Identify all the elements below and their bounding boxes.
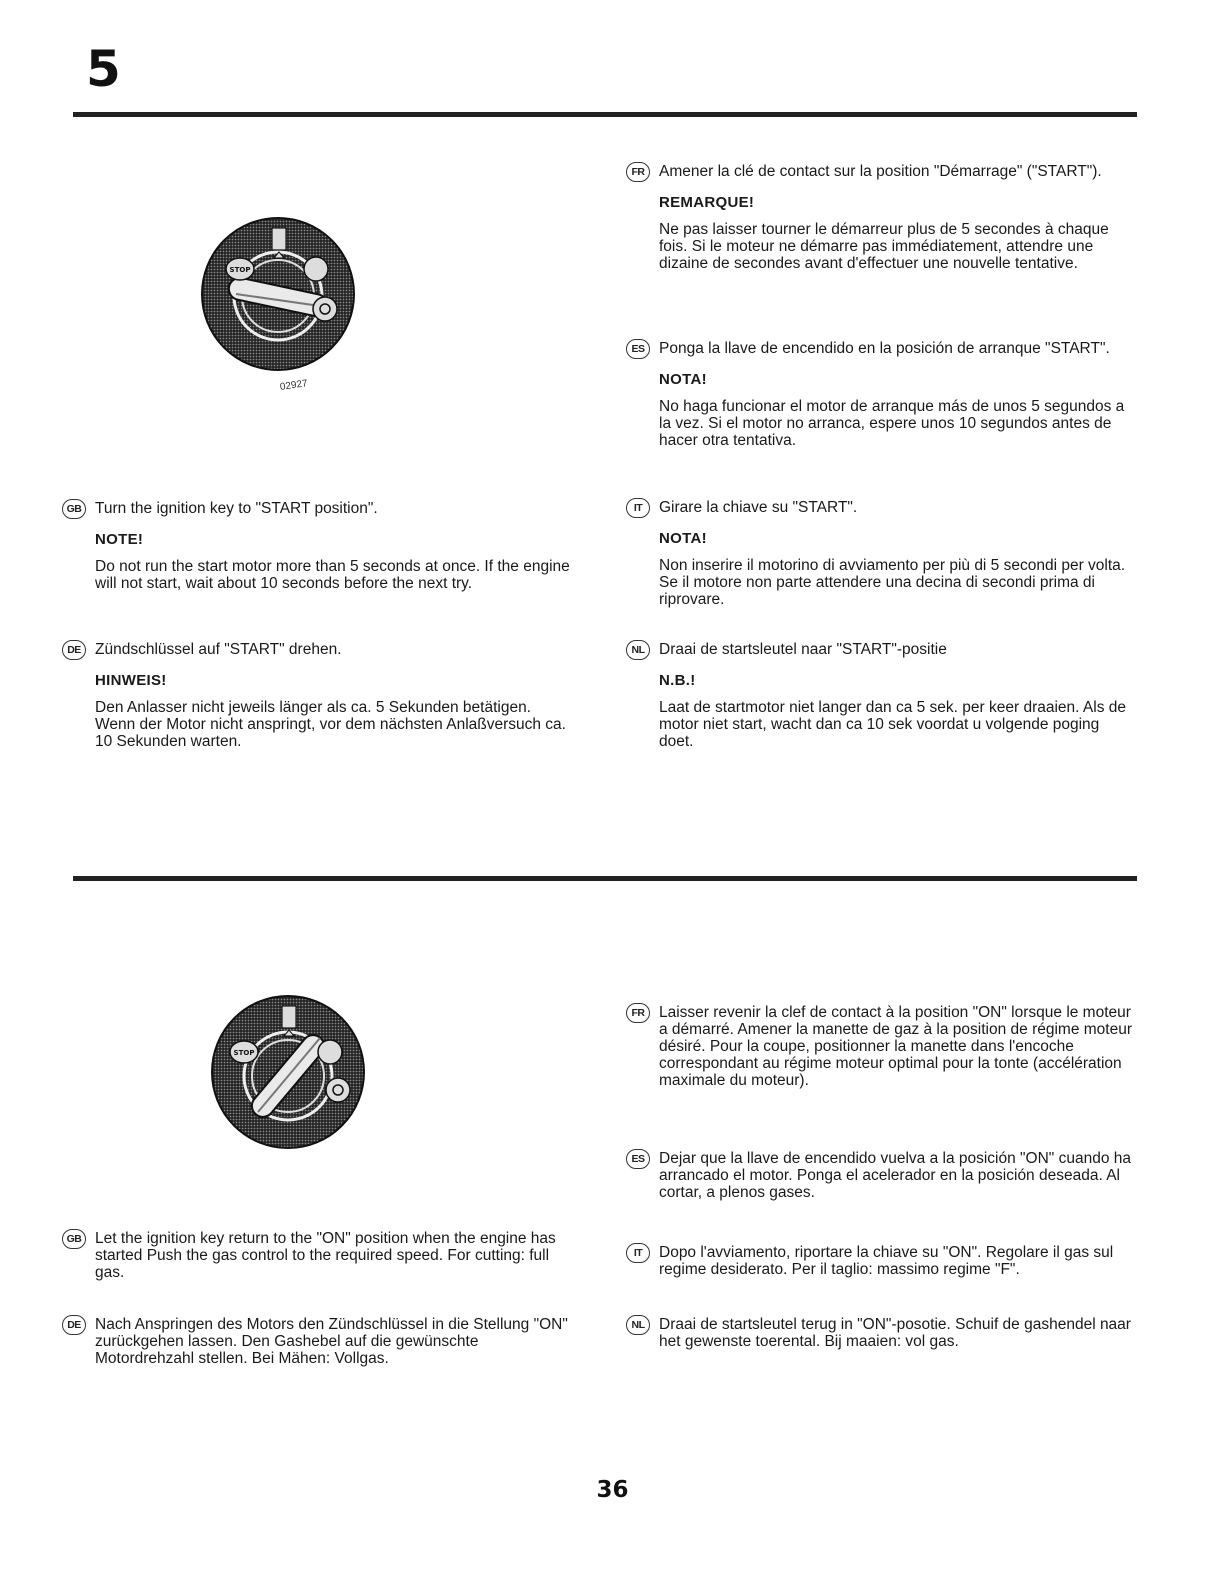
- instruction-nl-on: [626, 1316, 1138, 1350]
- instruction-nl-start: [626, 641, 1138, 750]
- figure-part-code: 02927: [279, 378, 309, 393]
- ignition-switch-start-illustration: [198, 214, 358, 374]
- instruction-gb-on: [62, 1230, 574, 1281]
- instruction-fr-on: [626, 1004, 1138, 1089]
- note-body: Ne pas laisser tourner le démarreur plus de 5 secondes à chaque fois. Si le moteur ne démarre pas immédiatement, attendre une dizaine de secondes avant d'effectuer une nouvelle tentative.: [659, 221, 1109, 272]
- note-body: Do not run the start motor more than 5 seconds at once. If the engine will not start, wait about 10 seconds before the next try.: [95, 558, 570, 592]
- ignition-switch-on-illustration: [208, 992, 368, 1152]
- language-badge-de: DE: [62, 640, 86, 660]
- instruction-text: Nach Anspringen des Motors den Zündschlüssel in die Stellung "ON" zurückgehen lassen. Den Gashebel auf die gewünschte Motordrehzahl stellen. Bei Mähen: Vollgas.: [95, 1316, 568, 1367]
- language-badge-it: IT: [626, 498, 650, 518]
- note-body: No haga funcionar el motor de arranque más de unos 5 segundos a la vez. Si el motor no arranca, espere unos 10 segundos antes de hacer otra tentativa.: [659, 398, 1125, 449]
- language-badge-it: IT: [626, 1243, 650, 1263]
- instruction-de-on: [62, 1316, 574, 1367]
- instruction-de-start: [62, 641, 572, 750]
- page-number: 36: [596, 1477, 629, 1503]
- instruction-text: Draai de startsleutel terug in "ON"-posotie. Schuif de gashendel naar het gewenste toerental. Bij maaien: vol gas.: [659, 1316, 1131, 1350]
- note-heading: N.B.!: [659, 672, 696, 689]
- language-badge-gb: GB: [62, 499, 86, 519]
- language-badge-fr: FR: [626, 1003, 650, 1023]
- instruction-text: Turn the ignition key to "START position".: [95, 500, 378, 517]
- language-badge-de: DE: [62, 1315, 86, 1335]
- instruction-es-start: [626, 340, 1138, 449]
- instruction-text: Let the ignition key return to the "ON" position when the engine has started Push the gas control to the required speed. For cutting: full gas.: [95, 1230, 556, 1281]
- instruction-text: Dejar que la llave de encendido vuelva a la posición "ON" cuando ha arrancado el motor. Ponga el acelerador en la posición deseada. Al cortar, a plenos gases.: [659, 1150, 1132, 1201]
- instruction-it-on: [626, 1244, 1138, 1278]
- instruction-text: Girare la chiave su "START".: [659, 499, 858, 516]
- language-badge-es: ES: [626, 339, 650, 359]
- stop-symbol-label: STOP: [229, 266, 251, 274]
- instruction-text: Laisser revenir la clef de contact à la position "ON" lorsque le moteur a démarré. Amener la manette de gaz à la position de régime moteur désiré. Pour la coupe, positionner la manette dans l'encoche correspondant au régime moteur optimal pour la tonte (accélération maximale du moteur).: [659, 1004, 1133, 1089]
- note-heading: NOTA!: [659, 530, 707, 547]
- note-body: Non inserire il motorino di avviamento per più di 5 secondi per volta. Se il motore non parte attendere una decina di secondi prima di riprovare.: [659, 557, 1126, 608]
- stop-symbol-label: STOP: [233, 1049, 255, 1057]
- language-badge-gb: GB: [62, 1229, 86, 1249]
- instruction-text: Amener la clé de contact sur la position "Démarrage" ("START").: [659, 163, 1102, 180]
- note-heading: REMARQUE!: [659, 194, 755, 211]
- note-heading: HINWEIS!: [95, 672, 167, 689]
- language-badge-fr: FR: [626, 162, 650, 182]
- language-badge-nl: NL: [626, 1315, 650, 1335]
- note-body: Laat de startmotor niet langer dan ca 5 sek. per keer draaien. Als de motor niet start, wacht dan ca 10 sek voordat u volgende poging doet.: [659, 699, 1126, 750]
- instruction-text: Ponga la llave de encendido en la posición de arranque "START".: [659, 340, 1110, 357]
- chapter-number: 5: [86, 40, 121, 98]
- instruction-text: Zündschlüssel auf "START" drehen.: [95, 641, 342, 658]
- instruction-text: Dopo l'avviamento, riportare la chiave su "ON". Regolare il gas sul regime desiderato. Per il taglio: massimo regime "F".: [659, 1244, 1114, 1278]
- note-body: Den Anlasser nicht jeweils länger als ca. 5 Sekunden betätigen. Wenn der Motor nicht anspringt, vor dem nächsten Anlaßversuch ca. 10 Sekunden warten.: [95, 699, 566, 750]
- language-badge-nl: NL: [626, 640, 650, 660]
- instruction-es-on: [626, 1150, 1138, 1201]
- instruction-text: Draai de startsleutel naar "START"-positie: [659, 641, 947, 658]
- section-divider: [73, 876, 1137, 881]
- instruction-fr-start: [626, 163, 1138, 272]
- note-heading: NOTE!: [95, 531, 144, 548]
- note-heading: NOTA!: [659, 371, 707, 388]
- language-badge-es: ES: [626, 1149, 650, 1169]
- instruction-gb-start: [62, 500, 572, 592]
- top-divider: [73, 112, 1137, 117]
- instruction-it-start: [626, 499, 1138, 608]
